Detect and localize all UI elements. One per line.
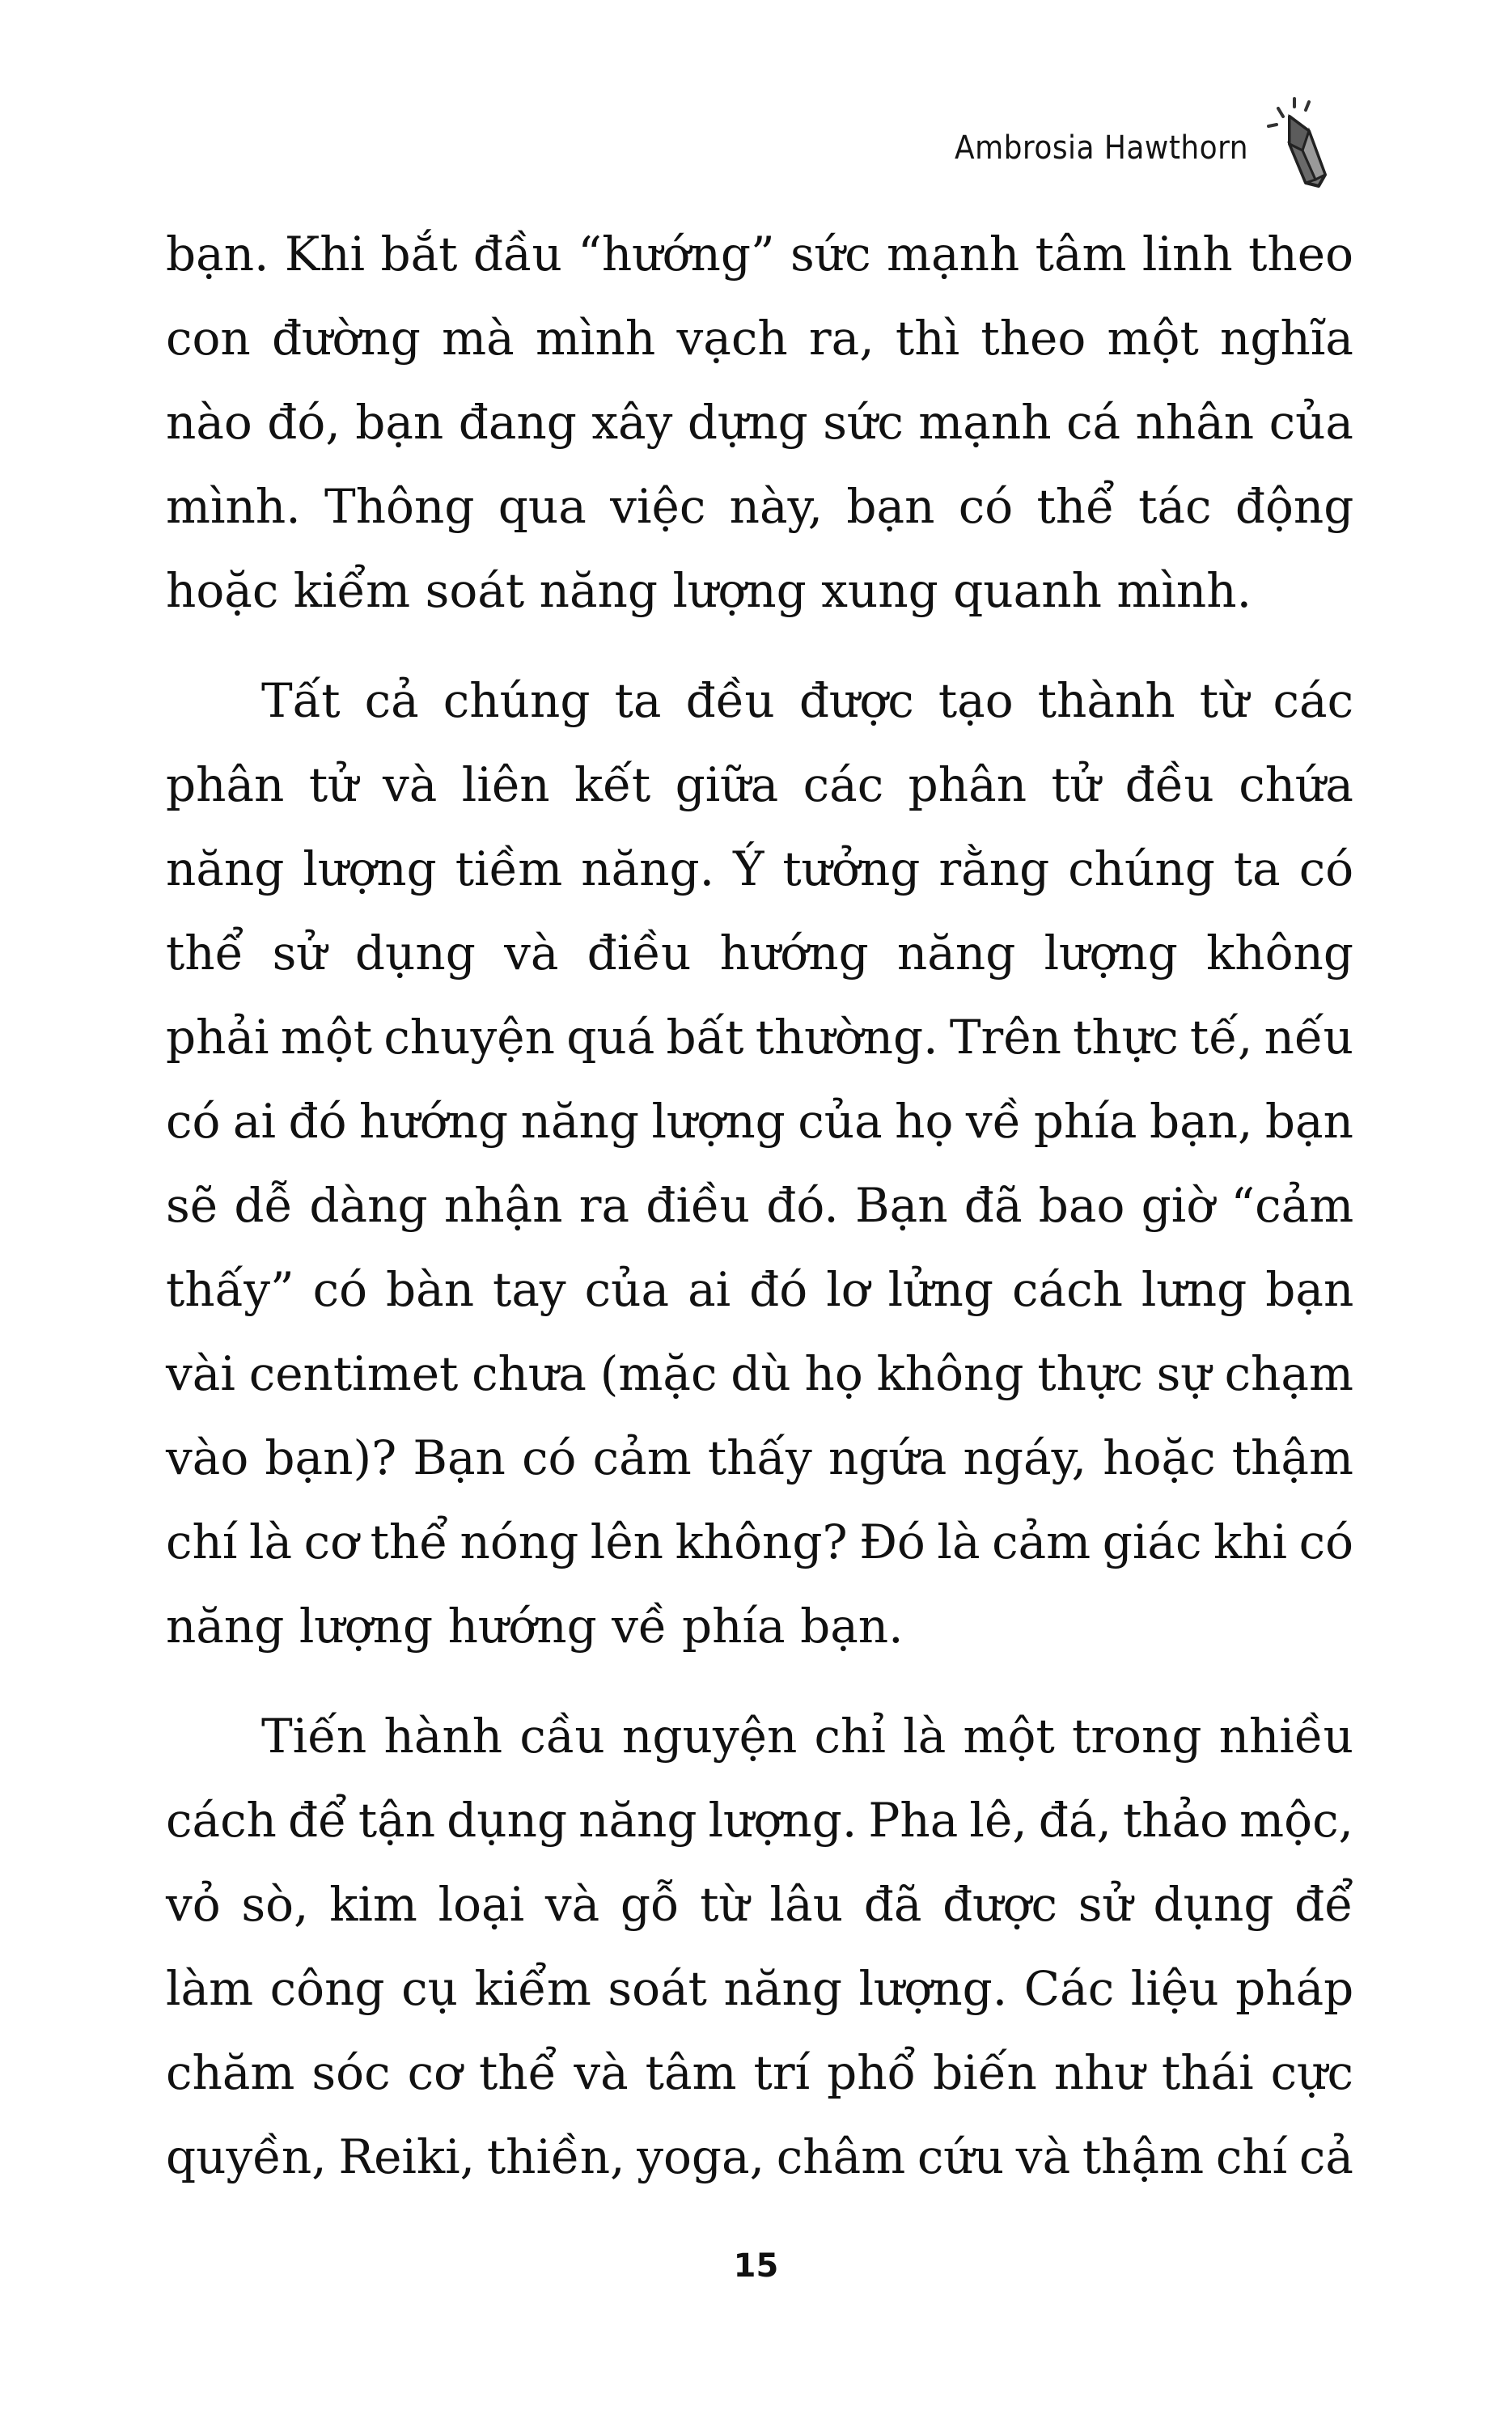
text-line: thấy” có bàn tay của ai đó lơ lửng cách lưng bạn <box>166 1262 1354 1317</box>
text-line: sẽ dễ dàng nhận ra điều đó. Bạn đã bao giờ “cảm <box>166 1178 1354 1233</box>
text-line: vài centimet chưa (mặc dù họ không thực sự chạm <box>166 1346 1353 1401</box>
text-line: mình. Thông qua việc này, bạn có thể tác động <box>166 479 1354 534</box>
text-line: nào đó, bạn đang xây dựng sức mạnh cá nhân của <box>166 395 1353 450</box>
text-line: năng lượng tiềm năng. Ý tưởng rằng chúng ta có <box>166 841 1354 896</box>
text-line: Tiến hành cầu nguyện chỉ là một trong nhiều <box>261 1709 1353 1764</box>
running-header <box>930 95 1383 193</box>
text-line: thể sử dụng và điều hướng năng lượng không <box>166 925 1353 981</box>
text-line: Tất cả chúng ta đều được tạo thành từ các <box>261 673 1354 728</box>
crystal-icon <box>1262 95 1351 193</box>
text-line: hoặc kiểm soát năng lượng xung quanh mình. <box>166 563 1252 618</box>
text-line: có ai đó hướng năng lượng của họ về phía bạn, bạn <box>166 1094 1353 1149</box>
text-line: bạn. Khi bắt đầu “hướng” sức mạnh tâm linh theo <box>166 227 1353 282</box>
text-line: năng lượng hướng về phía bạn. <box>166 1599 904 1654</box>
text-line: con đường mà mình vạch ra, thì theo một nghĩa <box>166 311 1353 366</box>
text-line: chăm sóc cơ thể và tâm trí phổ biến như thái cực <box>166 2045 1353 2100</box>
paragraph-1 <box>166 212 1353 633</box>
text-line: làm công cụ kiểm soát năng lượng. Các liệu pháp <box>166 1961 1354 2016</box>
body-text <box>166 212 1353 2225</box>
text-line: vào bạn)? Bạn có cảm thấy ngứa ngáy, hoặc thậm <box>166 1430 1353 1485</box>
header-author: Ambrosia Hawthorn <box>955 129 1249 167</box>
paragraph-2 <box>166 659 1353 1668</box>
paragraph-3 <box>166 1694 1353 2199</box>
text-line: quyền, Reiki, thiền, yoga, châm cứu và thậm chí cả <box>166 2129 1353 2184</box>
page-number: 15 <box>733 2247 779 2285</box>
text-line: chí là cơ thể nóng lên không? Đó là cảm giác khi có <box>166 1514 1353 1569</box>
text-line: phải một chuyện quá bất thường. Trên thực tế, nếu <box>166 1010 1353 1065</box>
text-line: vỏ sò, kim loại và gỗ từ lâu đã được sử dụng để <box>166 1877 1353 1932</box>
text-line: phân tử và liên kết giữa các phân tử đều chứa <box>166 757 1353 812</box>
text-line: cách để tận dụng năng lượng. Pha lê, đá, thảo mộc, <box>166 1793 1353 1848</box>
